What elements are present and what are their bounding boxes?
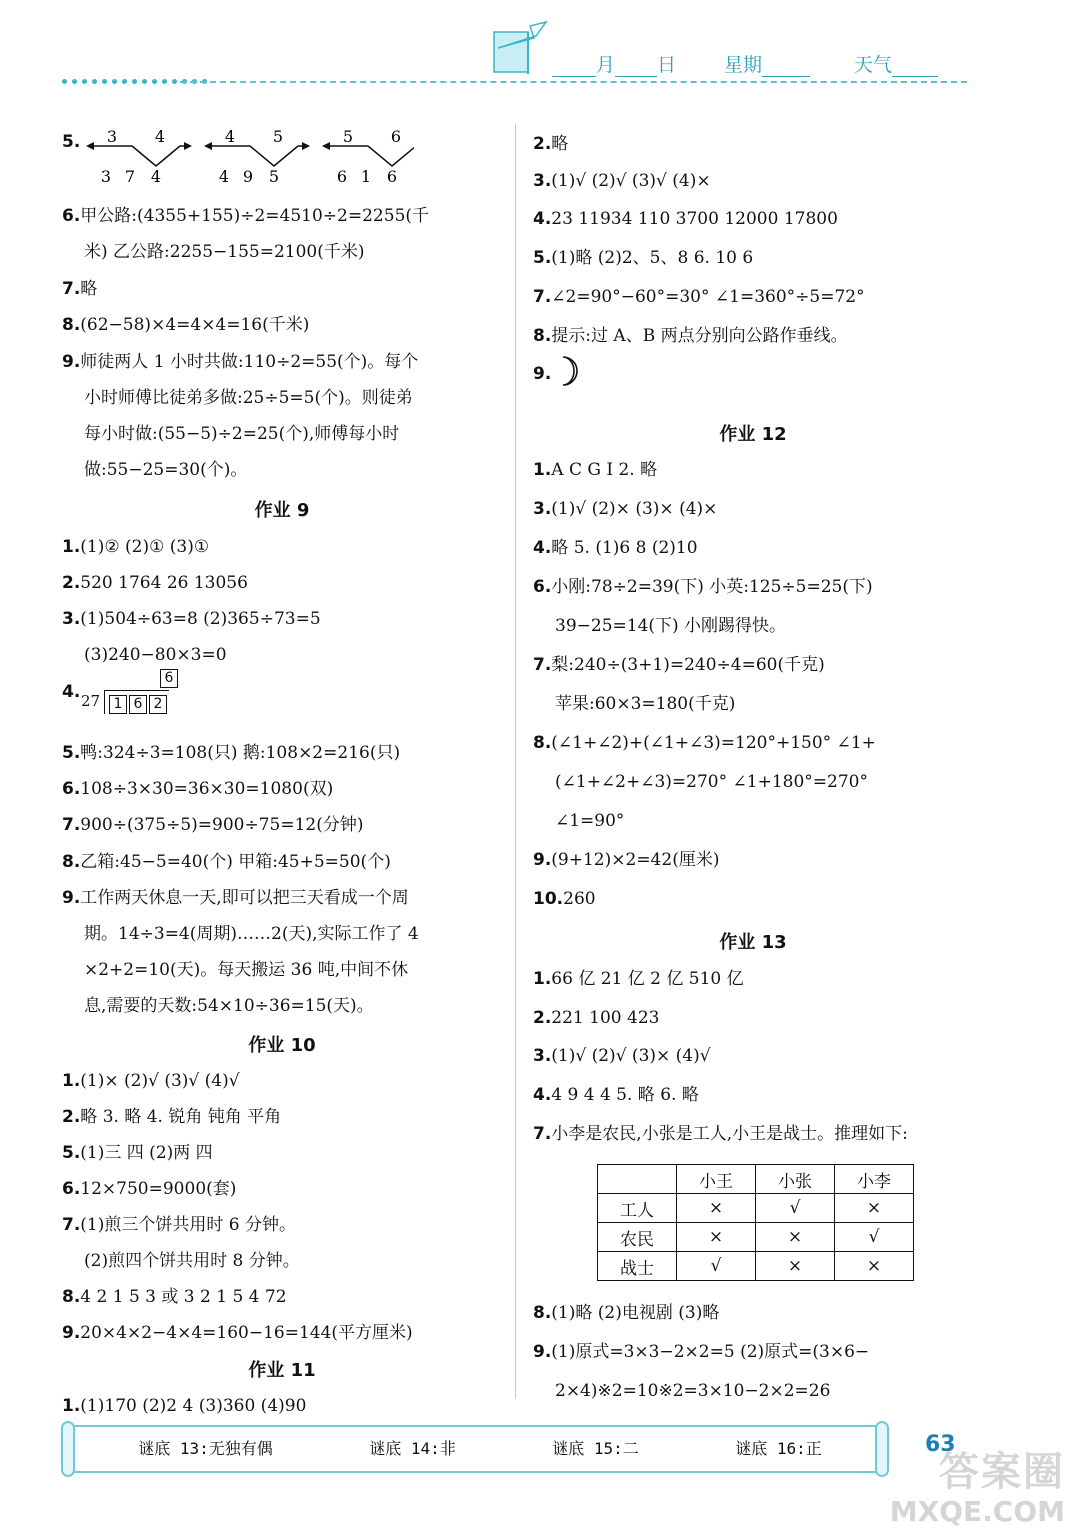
left-answer-line [62,813,363,837]
question-number: 4. [533,538,552,558]
q5-digit: 4 [224,127,236,146]
q5-digit: 4 [150,167,162,186]
right-answer-line [533,653,825,677]
answer-text: (62−58)×4=4×4=16(千米) [80,315,310,335]
question-number: 9. [62,888,81,908]
q5-digit: 5 [272,127,284,146]
question-number: 8. [62,852,81,872]
riddle-answer: 谜底 13:无独有偶 [138,1439,273,1458]
answer-text: 乙箱:45−5=40(个) 甲箱:45+5=50(个) [80,852,391,872]
page-header [0,0,1079,100]
answer-text: (1)√ (2)× (3)× (4)× [551,499,718,519]
question-number: 1. [533,460,552,480]
right-answer-line [533,1122,908,1146]
answer-text: 2×4)※2=10※2=3×10−2×2=26 [555,1381,831,1401]
question-number: 2. [62,1107,81,1127]
left-answer-line [62,350,418,374]
question-number: 8. [62,1287,81,1307]
answer-text: 期。14÷3=4(周期)……2(天),实际工作了 4 [84,924,419,944]
left-answer-line [62,1069,240,1093]
right-answer-line [533,887,596,911]
right-answer-line [555,1379,830,1403]
q4-dividend [104,690,169,714]
answer-text: 做:55−25=30(个)。 [84,460,248,480]
question-number: 1. [62,537,81,557]
answer-text: (1)170 (2)2 4 (3)360 (4)90 [80,1396,307,1416]
riddle-answers [90,1436,870,1459]
answer-text: 108÷3×30=36×30=1080(双) [80,779,334,799]
left-answer-line [62,1285,287,1309]
answer-text: (1)② (2)① (3)① [80,537,210,557]
question-number: 6. [533,577,552,597]
table-cell: × [835,1194,914,1223]
table-cell: × [756,1223,835,1252]
answer-text: 4 9 4 4 5. 略 6. 略 [551,1085,699,1105]
logic-table [597,1164,914,1281]
question-number: 9. [62,352,81,372]
left-answer-line [84,643,227,667]
question-number: 7. [533,655,552,675]
answer-text: 鸭:324÷3=108(只) 鹅:108×2=216(只) [80,743,401,763]
question-number: 1. [62,1071,81,1091]
month-label: 月 [596,54,616,76]
answer-text: 息,需要的天数:54×10÷36=15(天)。 [84,996,374,1016]
r-q9-number: 9. [533,364,552,384]
left-answer-line [62,1177,236,1201]
q4-number: 4. [62,682,81,702]
left-answer-line [84,994,374,1018]
column-divider [515,124,516,1399]
answer-text: 39−25=14(下) 小刚踢得快。 [555,616,787,636]
right-answer-line [555,809,624,833]
answer-text: ∠1=90° [555,811,625,831]
q5-digit: 7 [124,167,136,186]
answer-text: 提示:过 A、B 两点分别向公路作垂线。 [551,326,848,346]
left-answer-line [84,958,408,982]
table-header-cell: 小李 [835,1165,914,1194]
question-number: 6. [62,779,81,799]
watermark-logo: 答案圈 [939,1449,1065,1495]
left-answer-line [62,1321,413,1345]
question-number: 7. [533,1124,552,1144]
left-answer-line [62,313,309,337]
weather-blank [892,54,938,77]
q5-digit: 5 [342,127,354,146]
question-number: 7. [62,815,81,835]
q5-digit: 6 [386,167,398,186]
left-answer-line [62,204,429,228]
answer-text: 23 11934 110 3700 12000 17800 [551,209,838,229]
answer-text: (2)煎四个饼共用时 8 分钟。 [84,1251,300,1271]
table-cell: √ [835,1223,914,1252]
q5-digit: 3 [106,127,118,146]
question-number: 1. [62,1396,81,1416]
right-answer-line [555,692,735,716]
question-number: 7. [62,279,81,299]
left-answer-line [62,1213,296,1237]
left-answer-line [62,777,333,801]
left-answer-line [62,535,209,559]
month-blank [552,54,596,77]
table-header-cell: 小王 [677,1165,756,1194]
question-number: 4. [533,1085,552,1105]
answer-text: 小李是农民,小张是工人,小王是战士。推理如下: [551,1124,908,1144]
answer-text: (1)√ (2)√ (3)× (4)√ [551,1046,711,1066]
answer-text: A C G I 2. 略 [551,460,658,480]
left-answer-line [62,850,391,874]
answer-text: (9+12)×2=42(厘米) [551,850,720,870]
table-cell: 战士 [598,1252,677,1281]
section-title: 作业 13 [719,932,787,953]
section-title: 作业 10 [248,1035,316,1056]
right-answer-line [533,1301,719,1325]
table-row [598,1194,914,1223]
right-answer-line [533,1006,659,1030]
answer-text: (∠1+∠2+∠3)=270° ∠1+180°=270° [555,772,868,792]
table-cell: × [756,1252,835,1281]
answer-text: 略 [551,134,569,154]
answer-text: (3)240−80×3=0 [84,645,227,665]
watermark-url: MXQE.COM [889,1495,1065,1528]
answer-text: (1)煎三个饼共用时 6 分钟。 [80,1215,297,1235]
day-blank [615,54,657,77]
right-answer-line [533,1083,699,1107]
table-cell: × [677,1194,756,1223]
answer-text: 221 100 423 [551,1008,660,1028]
table-header-cell: 小张 [756,1165,835,1194]
answer-text: 520 1764 26 13056 [80,573,248,593]
right-answer-line [533,207,838,231]
table-cell: 工人 [598,1194,677,1223]
left-answer-line [84,422,399,446]
q5-number: 5. [62,132,81,152]
section-title: 作业 11 [248,1360,316,1381]
answer-text: 苹果:60×3=180(千克) [555,694,736,714]
left-answer-line [84,458,247,482]
answer-text: 12×750=9000(套) [80,1179,237,1199]
q5-digit: 1 [360,167,372,186]
q5-digit: 3 [100,167,112,186]
left-answer-line [62,1141,213,1165]
riddle-answer: 谜底 16:正 [735,1439,822,1458]
left-answer-line [62,277,97,301]
answer-text: (1)三 四 (2)两 四 [80,1143,213,1163]
q5-arrow-diagrams [84,124,414,188]
right-answer-line [555,614,786,638]
left-answer-line [62,571,248,595]
question-number: 3. [533,1046,552,1066]
right-answer-line [555,770,868,794]
left-answer-line [62,1105,281,1129]
question-number: 2. [533,134,552,154]
weather-label: 天气 [854,54,893,76]
q5-digit: 6 [336,167,348,186]
answer-text: (1)略 (2)电视剧 (3)略 [551,1303,720,1323]
answer-text: (∠1+∠2)+(∠1+∠3)=120°+150° ∠1+ [551,733,876,753]
weekday-blank [762,54,810,77]
question-number: 5. [62,1143,81,1163]
right-answer-line [533,132,568,156]
q5-digit: 6 [390,127,402,146]
table-cell: √ [756,1194,835,1223]
left-answer-line [84,240,365,264]
left-answer-line [62,886,409,910]
left-answer-line [84,1249,300,1273]
answer-text: (1)√ (2)√ (3)√ (4)× [551,171,711,191]
table-cell: × [677,1223,756,1252]
q4-digit: 1 [109,695,127,714]
question-number: 9. [533,1342,552,1362]
right-answer-line [533,458,657,482]
header-divider [180,81,967,83]
day-label: 日 [657,54,677,76]
question-number: 10. [533,889,564,909]
answer-text: (1)504÷63=8 (2)365÷73=5 [80,609,321,629]
question-number: 6. [62,1179,81,1199]
answer-text: 20×4×2−4×4=160−16=144(平方厘米) [80,1323,413,1343]
section-title: 作业 12 [719,424,787,445]
right-answer-line [533,967,744,991]
question-number: 8. [533,1303,552,1323]
right-answer-line [533,536,698,560]
pennant-icon [490,18,552,76]
q4-quotient: 6 [160,667,180,688]
answer-text: 米) 乙公路:2255−155=2100(千米) [84,242,365,262]
answer-text: (1)× (2)√ (3)√ (4)√ [80,1071,240,1091]
right-answer-line [533,1044,711,1068]
left-answer-line [62,741,400,765]
question-number: 5. [533,248,552,268]
question-number: 2. [533,1008,552,1028]
table-row [598,1252,914,1281]
question-number: 6. [62,206,81,226]
left-answer-line [84,386,413,410]
right-answer-line [533,324,848,348]
question-number: 2. [62,573,81,593]
question-number: 8. [62,315,81,335]
left-answer-line [62,1394,306,1418]
question-number: 9. [62,1323,81,1343]
q5-digit: 9 [242,167,254,186]
table-header-row [598,1165,914,1194]
riddle-answer: 谜底 14:非 [369,1439,456,1458]
question-number: 9. [533,850,552,870]
table-row [598,1223,914,1252]
q5-digit: 4 [154,127,166,146]
right-answer-line [533,497,717,521]
q5-digit: 4 [218,167,230,186]
question-number: 3. [533,499,552,519]
answer-text: 每小时做:(55−5)÷2=25(个),师傅每小时 [84,424,400,444]
q4-digit: 2 [149,695,167,714]
answer-text: (1)略 (2)2、5、8 6. 10 6 [551,248,754,268]
answer-text: 略 [80,279,98,299]
right-answer-line [533,848,719,872]
answer-text: ∠2=90°−60°=30° ∠1=360°÷5=72° [551,287,865,307]
right-answer-line [533,731,876,755]
crescent-moon-icon [557,354,583,388]
answer-text: 师徒两人 1 小时共做:110÷2=55(个)。每个 [80,352,419,372]
question-number: 3. [533,171,552,191]
question-number: 7. [62,1215,81,1235]
q5-digit: 5 [268,167,280,186]
section-title: 作业 9 [254,500,310,521]
answer-text: 小时师傅比徒弟多做:25÷5=5(个)。则徒弟 [84,388,413,408]
right-answer-line [533,169,711,193]
weekday-label: 星期 [724,54,763,76]
question-number: 8. [533,733,552,753]
answer-text: 工作两天休息一天,即可以把三天看成一个周 [80,888,409,908]
answer-text: ×2+2=10(天)。每天搬运 36 吨,中间不休 [84,960,409,980]
page-number: 63 [925,1432,956,1457]
question-number: 7. [533,287,552,307]
right-answer-line [533,1340,869,1364]
question-number: 8. [533,326,552,346]
question-number: 4. [533,209,552,229]
answer-text: 甲公路:(4355+155)÷2=4510÷2=2255(千 [80,206,430,226]
answer-text: (1)原式=3×3−2×2=5 (2)原式=(3×6− [551,1342,870,1362]
right-answer-line [533,246,753,270]
left-answer-line [84,922,419,946]
table-cell: × [835,1252,914,1281]
table-header-cell [598,1165,677,1194]
question-number: 5. [62,743,81,763]
q4-digit: 6 [129,695,147,714]
answer-text: 900÷(375÷5)=900÷75=12(分钟) [80,815,364,835]
table-cell: √ [677,1252,756,1281]
answer-text: 66 亿 21 亿 2 亿 510 亿 [551,969,744,989]
q4-divisor: 27 [81,692,101,710]
right-answer-line [533,575,873,599]
answer-text: 梨:240÷(3+1)=240÷4=60(千克) [551,655,825,675]
question-number: 3. [62,609,81,629]
answer-text: 小刚:78÷2=39(下) 小英:125÷5=25(下) [551,577,873,597]
answer-text: 4 2 1 5 3 或 3 2 1 5 4 72 [80,1287,287,1307]
left-answer-line [62,607,321,631]
answer-text: 260 [563,889,596,909]
question-number: 1. [533,969,552,989]
riddle-answer: 谜底 15:二 [552,1439,639,1458]
table-cell: 农民 [598,1223,677,1252]
answer-text: 略 3. 略 4. 锐角 钝角 平角 [80,1107,282,1127]
answer-text: 略 5. (1)6 8 (2)10 [551,538,698,558]
date-fields [552,50,938,77]
right-answer-line [533,285,865,309]
